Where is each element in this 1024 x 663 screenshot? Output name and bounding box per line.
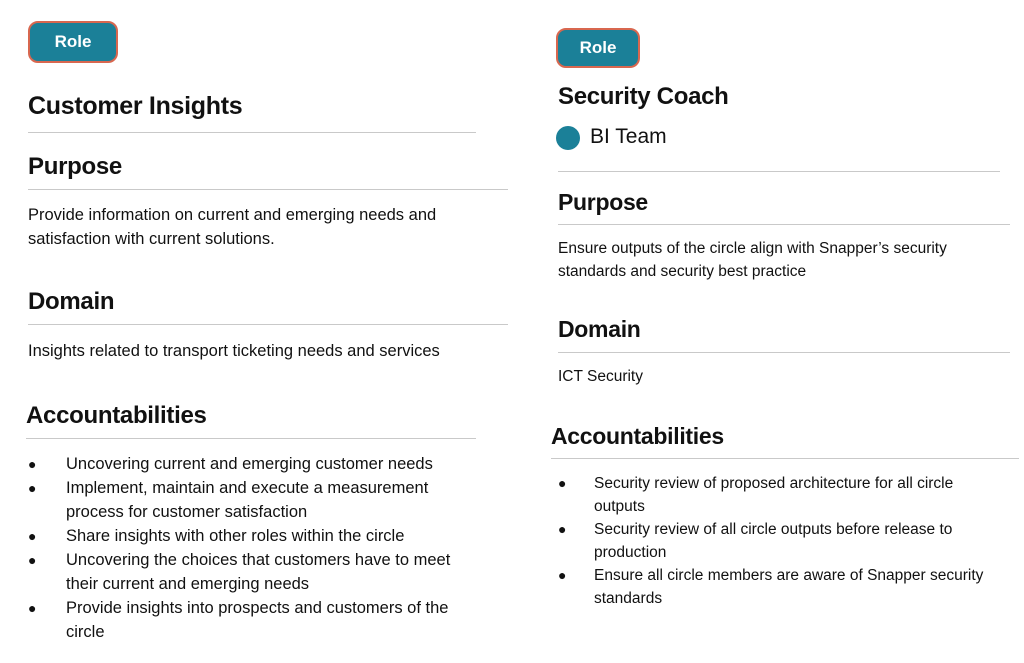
domain-text: ICT Security <box>558 368 643 385</box>
list-item: ● Uncovering the choices that customers have to meet their current and emerging needs <box>28 548 458 596</box>
accountabilities-heading: Accountabilities <box>551 423 724 449</box>
domain-text: Insights related to transport ticketing needs and services <box>28 342 440 360</box>
list-item: ● Security review of all circle outputs before release to production <box>558 518 978 564</box>
bullet-icon: ● <box>28 552 37 568</box>
list-item: ● Implement, maintain and execute a measurement process for customer satisfaction <box>28 476 458 524</box>
team-label: BI Team <box>590 125 667 148</box>
bullet-icon: ● <box>28 456 37 472</box>
accountabilities-list <box>28 452 458 644</box>
list-item: ● Provide insights into prospects and customers of the circle <box>28 596 458 644</box>
divider <box>28 324 508 325</box>
purpose-text: Provide information on current and emerging needs and satisfaction with current solutions. <box>28 206 437 248</box>
list-item: ● Ensure all circle members are aware of Snapper security standards <box>558 564 978 610</box>
list-item: ● Share insights with other roles within the circle <box>28 524 458 548</box>
list-item: ● Security review of proposed architecture for all circle outputs <box>558 472 978 518</box>
bullet-icon: ● <box>558 567 567 583</box>
bullet-icon: ● <box>558 521 567 537</box>
bullet-icon: ● <box>28 480 37 496</box>
bullet-icon: ● <box>28 600 37 616</box>
role-title: Customer Insights <box>28 92 243 120</box>
divider <box>558 171 1000 172</box>
purpose-heading: Purpose <box>558 189 648 215</box>
accountabilities-heading: Accountabilities <box>26 402 207 429</box>
divider <box>551 458 1019 459</box>
bullet-icon: ● <box>28 528 37 544</box>
purpose-text: Ensure outputs of the circle align with Snapper’s security standards and security best practice <box>558 240 947 280</box>
role-card-security-coach <box>540 0 1024 663</box>
role-badge: Role <box>28 21 118 63</box>
divider <box>558 224 1010 225</box>
bullet-icon: ● <box>558 475 567 491</box>
role-badge: Role <box>556 28 640 68</box>
divider <box>26 438 476 439</box>
role-title: Security Coach <box>558 83 729 110</box>
divider <box>28 189 508 190</box>
domain-heading: Domain <box>558 316 641 342</box>
accountabilities-list <box>558 472 984 610</box>
divider <box>28 132 476 133</box>
list-item: ● Uncovering current and emerging customer needs <box>28 452 458 476</box>
domain-heading: Domain <box>28 288 115 315</box>
purpose-heading: Purpose <box>28 153 122 180</box>
divider <box>558 352 1010 353</box>
team-color-icon <box>556 126 580 150</box>
